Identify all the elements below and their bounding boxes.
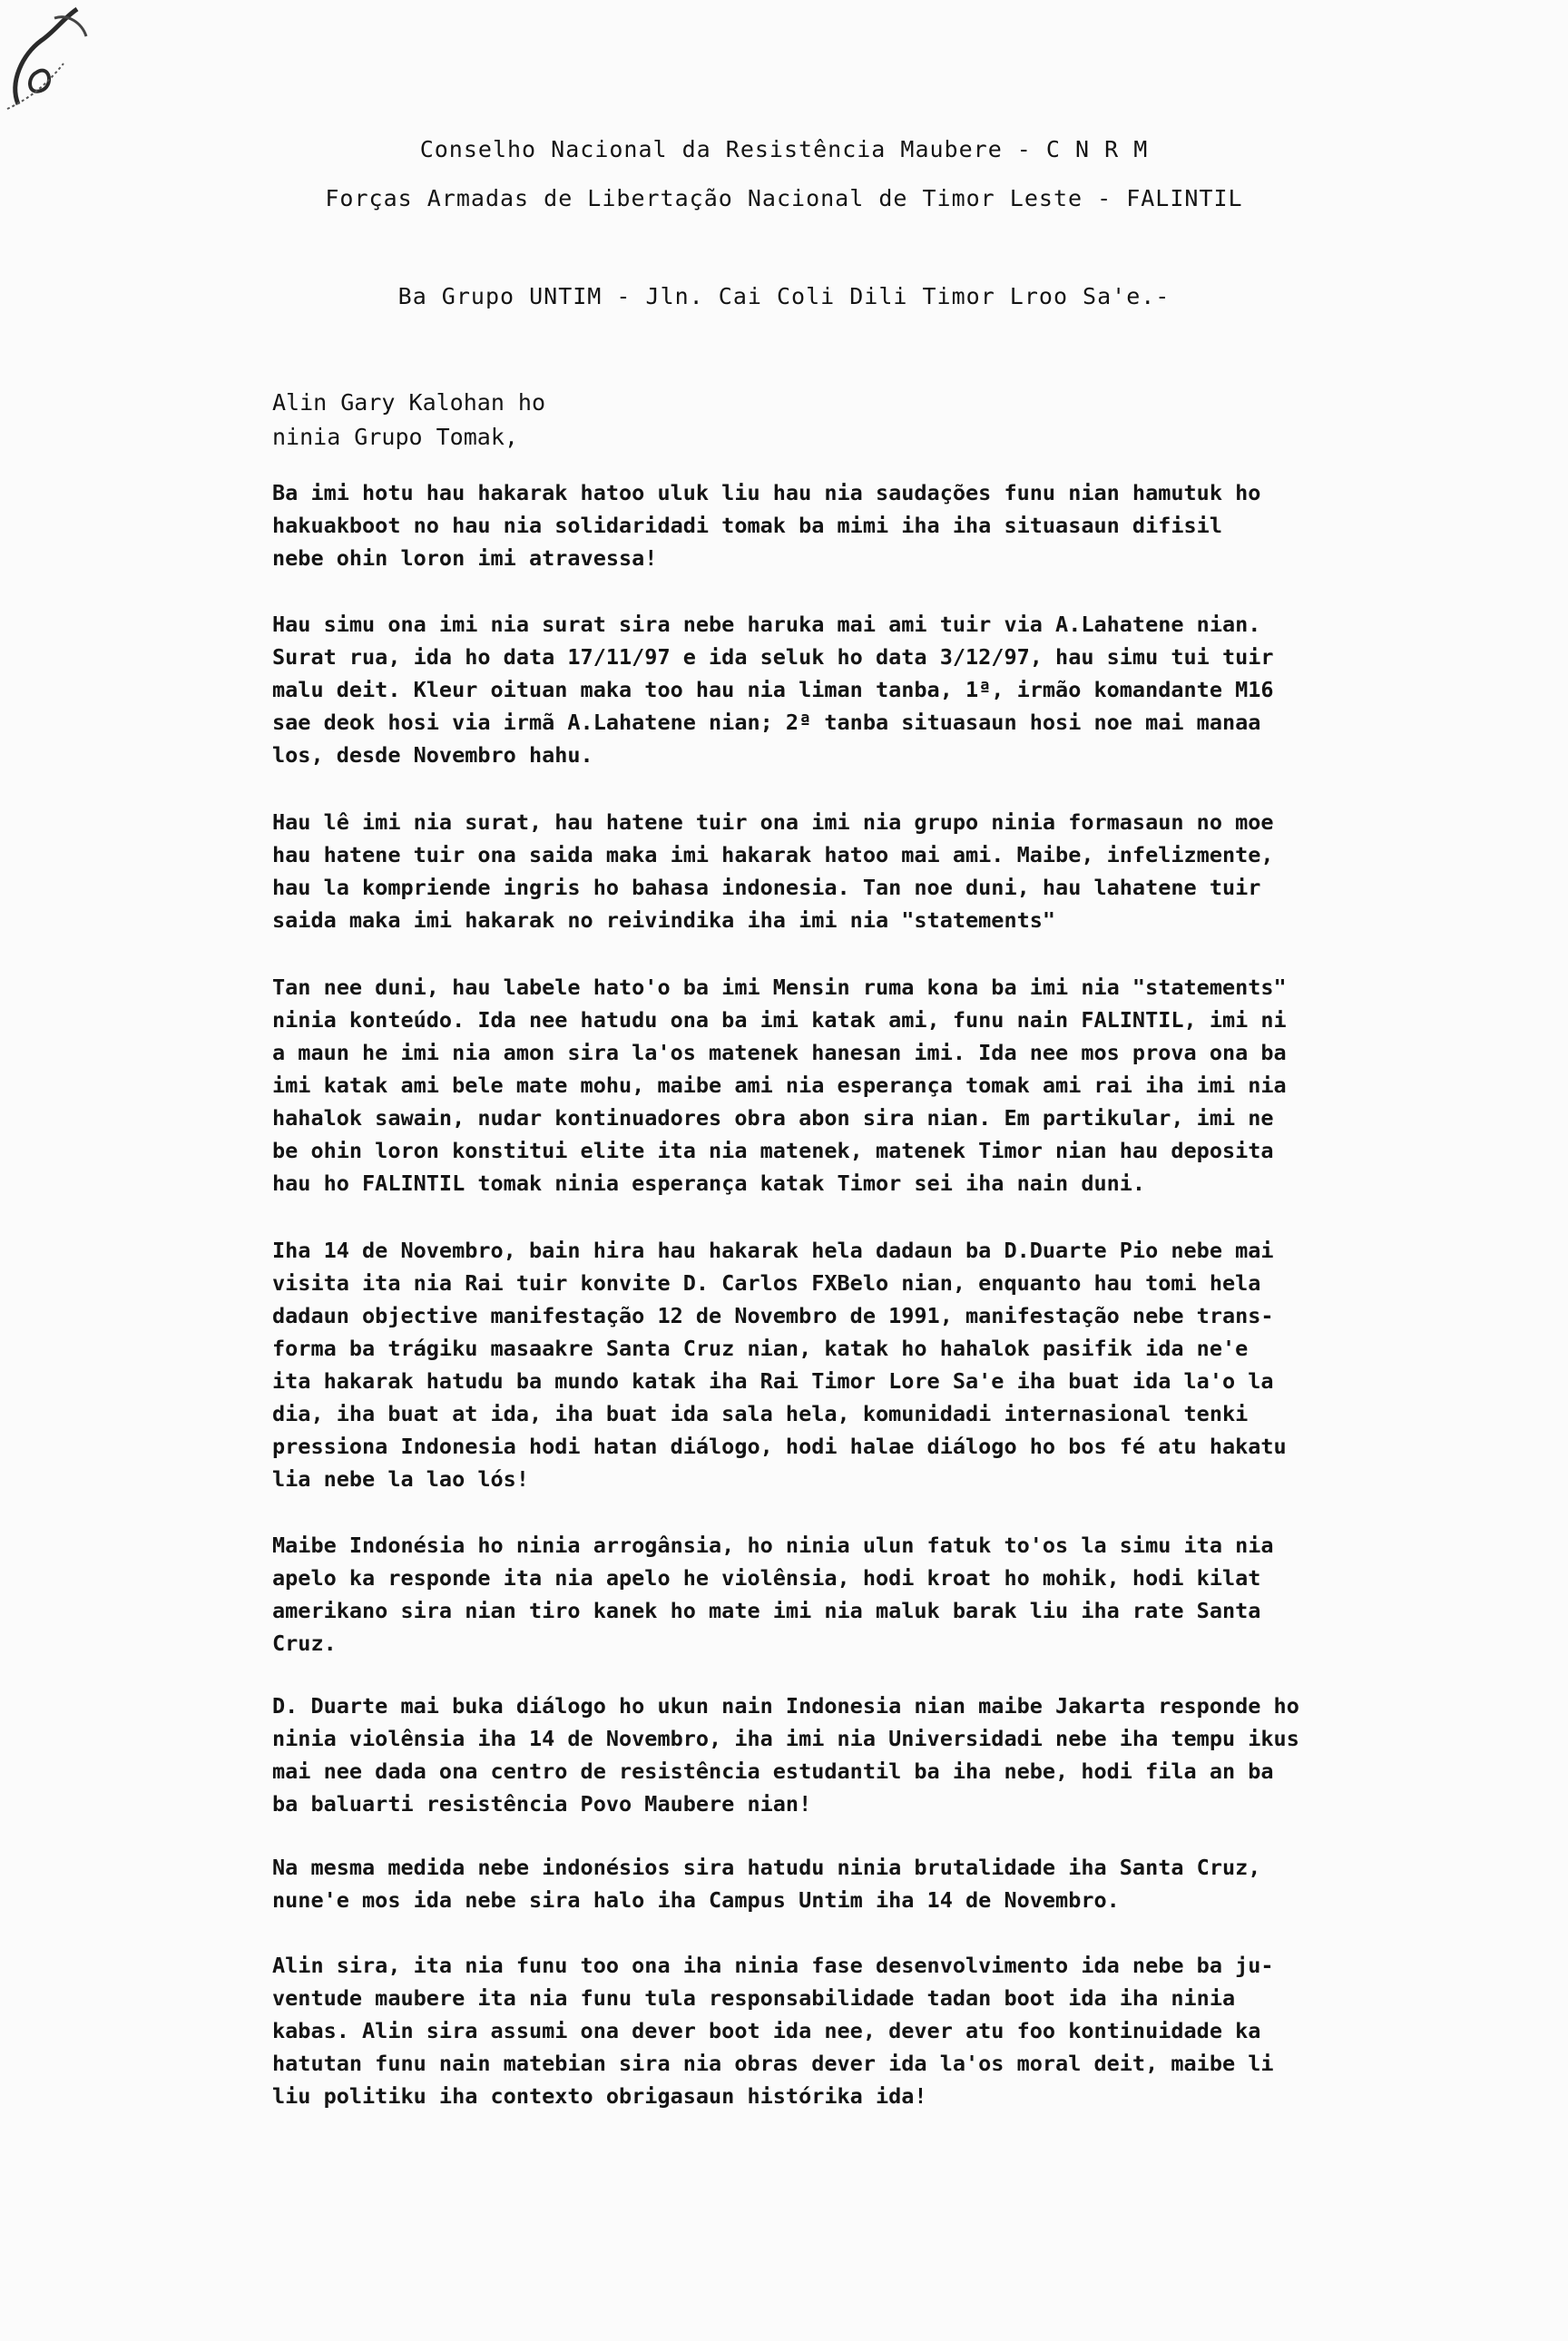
- text-line: liu politiku iha contexto obrigasaun histórika ida!: [272, 2083, 927, 2109]
- paragraph-brutality: [272, 1851, 1461, 1916]
- text-line: malu deit. Kleur oituan maka too hau nia liman tanba, 1ª, irmão komandante M16: [272, 677, 1274, 702]
- text-line: imi katak ami bele mate mohu, maibe ami nia esperança tomak ami rai iha imi nia: [272, 1073, 1287, 1098]
- text-line: Tan nee duni, hau labele hato'o ba imi Mensin ruma kona ba imi nia "statements": [272, 975, 1287, 1000]
- paragraph-letters-received: [272, 608, 1461, 771]
- paragraph-hope: [272, 971, 1461, 1200]
- text-line: Ba imi hotu hau hakarak hatoo uluk liu hau nia saudações funu nian hamutuk ho: [272, 480, 1261, 505]
- text-line: Cruz.: [272, 1631, 337, 1656]
- text-line: ventude maubere ita nia funu tula responsabilidade tadan boot ida iha ninia: [272, 1985, 1236, 2011]
- text-line: Surat rua, ida ho data 17/11/97 e ida seluk ho data 3/12/97, hau simu tui tuir: [272, 644, 1274, 670]
- text-line: ita hakarak hatudu ba mundo katak iha Rai Timor Lore Sa'e iha buat ida la'o la: [272, 1368, 1274, 1394]
- header-recipient-address: Ba Grupo UNTIM - Jln. Cai Coli Dili Timor Lroo Sa'e.-: [397, 283, 1171, 309]
- paragraph-dialogue: [272, 1690, 1461, 1820]
- text-line: be ohin loron konstitui elite ita nia matenek, matenek Timor nian hau deposita: [272, 1138, 1274, 1163]
- text-line: saida maka imi hakarak no reivindika iha imi nia "statements": [272, 907, 1056, 933]
- text-line: forma ba trágiku masaakre Santa Cruz nian, katak ho hahalok pasifik ida ne'e: [272, 1336, 1249, 1361]
- text-line: amerikano sira nian tiro kanek ho mate imi nia maluk barak liu iha rate Santa: [272, 1598, 1261, 1623]
- text-line: Hau lê imi nia surat, hau hatene tuir ona imi nia grupo ninia formasaun no moe: [272, 809, 1274, 835]
- salutation-line: Alin Gary Kalohan ho: [272, 389, 546, 416]
- text-line: Iha 14 de Novembro, bain hira hau hakarak hela dadaun ba D.Duarte Pio nebe mai: [272, 1238, 1274, 1263]
- salutation-line: ninia Grupo Tomak,: [272, 424, 518, 450]
- header-cnrm: Conselho Nacional da Resistência Maubere - C N R M: [419, 136, 1149, 162]
- text-line: ninia konteúdo. Ida nee hatudu ona ba imi katak ami, funu nain FALINTIL, imi ni: [272, 1007, 1287, 1033]
- text-line: mai nee dada ona centro de resistência estudantil ba iha nebe, hodi fila an ba: [272, 1758, 1274, 1784]
- paragraph-language: [272, 806, 1461, 936]
- text-line: D. Duarte mai buka diálogo ho ukun nain Indonesia nian maibe Jakarta responde ho: [272, 1693, 1299, 1719]
- text-line: nebe ohin loron imi atravessa!: [272, 545, 658, 571]
- text-line: Hau simu ona imi nia surat sira nebe haruka mai ami tuir via A.Lahatene nian.: [272, 612, 1261, 637]
- text-line: nune'e mos ida nebe sira halo iha Campus Untim iha 14 de Novembro.: [272, 1887, 1120, 1913]
- text-line: lia nebe la lao lós!: [272, 1466, 529, 1492]
- text-line: los, desde Novembro hahu.: [272, 742, 593, 768]
- text-line: hakuakboot no hau nia solidaridadi tomak ba mimi iha iha situasaun difisil: [272, 513, 1222, 538]
- text-line: kabas. Alin sira assumi ona dever boot ida nee, dever atu foo kontinuidade ka: [272, 2018, 1261, 2043]
- paragraph-greeting: [272, 476, 1461, 574]
- paragraph-november-14: [272, 1234, 1461, 1495]
- text-line: hahalok sawain, nudar kontinuadores obra abon sira nian. Em partikular, imi ne: [272, 1105, 1274, 1131]
- text-line: hau hatene tuir ona saida maka imi hakarak hatoo mai ami. Maibe, infelizmente,: [272, 842, 1274, 867]
- text-line: hau ho FALINTIL tomak ninia esperança katak Timor sei iha nain duni.: [272, 1170, 1146, 1196]
- paragraph-indonesia-arrogance: [272, 1529, 1461, 1660]
- text-line: Maibe Indonésia ho ninia arrogânsia, ho ninia ulun fatuk to'os la simu ita nia: [272, 1533, 1274, 1558]
- text-line: ninia violênsia iha 14 de Novembro, iha imi nia Universidadi nebe iha tempu ikus: [272, 1726, 1299, 1751]
- text-line: ba baluarti resistência Povo Maubere nian!: [272, 1791, 812, 1817]
- paragraph-youth-responsibility: [272, 1949, 1461, 2112]
- header-falintil: Forças Armadas de Libertação Nacional de Timor Leste - FALINTIL: [325, 185, 1243, 211]
- text-line: Na mesma medida nebe indonésios sira hatudu ninia brutalidade iha Santa Cruz,: [272, 1855, 1261, 1880]
- salutation: [272, 386, 545, 455]
- text-line: visita ita nia Rai tuir konvite D. Carlos FXBelo nian, enquanto hau tomi hela: [272, 1270, 1261, 1296]
- text-line: sae deok hosi via irmã A.Lahatene nian; 2ª tanba situasaun hosi noe mai manaa: [272, 710, 1261, 735]
- text-line: hau la kompriende ingris ho bahasa indonesia. Tan noe duni, hau lahatene tuir: [272, 875, 1261, 900]
- text-line: dadaun objective manifestação 12 de Novembro de 1991, manifestação nebe trans-: [272, 1303, 1274, 1328]
- corner-scribble-mark: [0, 0, 100, 122]
- text-line: hatutan funu nain matebian sira nia obras dever ida la'os moral deit, maibe li: [272, 2051, 1274, 2076]
- text-line: dia, iha buat at ida, iha buat ida sala hela, komunidadi internasional tenki: [272, 1401, 1249, 1426]
- text-line: apelo ka responde ita nia apelo he violênsia, hodi kroat ho mohik, hodi kilat: [272, 1565, 1261, 1591]
- text-line: Alin sira, ita nia funu too ona iha ninia fase desenvolvimento ida nebe ba ju-: [272, 1953, 1274, 1978]
- text-line: a maun he imi nia amon sira la'os matenek hanesan imi. Ida nee mos prova ona ba: [272, 1040, 1287, 1065]
- text-line: pressiona Indonesia hodi hatan diálogo, hodi halae diálogo ho bos fé atu hakatu: [272, 1434, 1287, 1459]
